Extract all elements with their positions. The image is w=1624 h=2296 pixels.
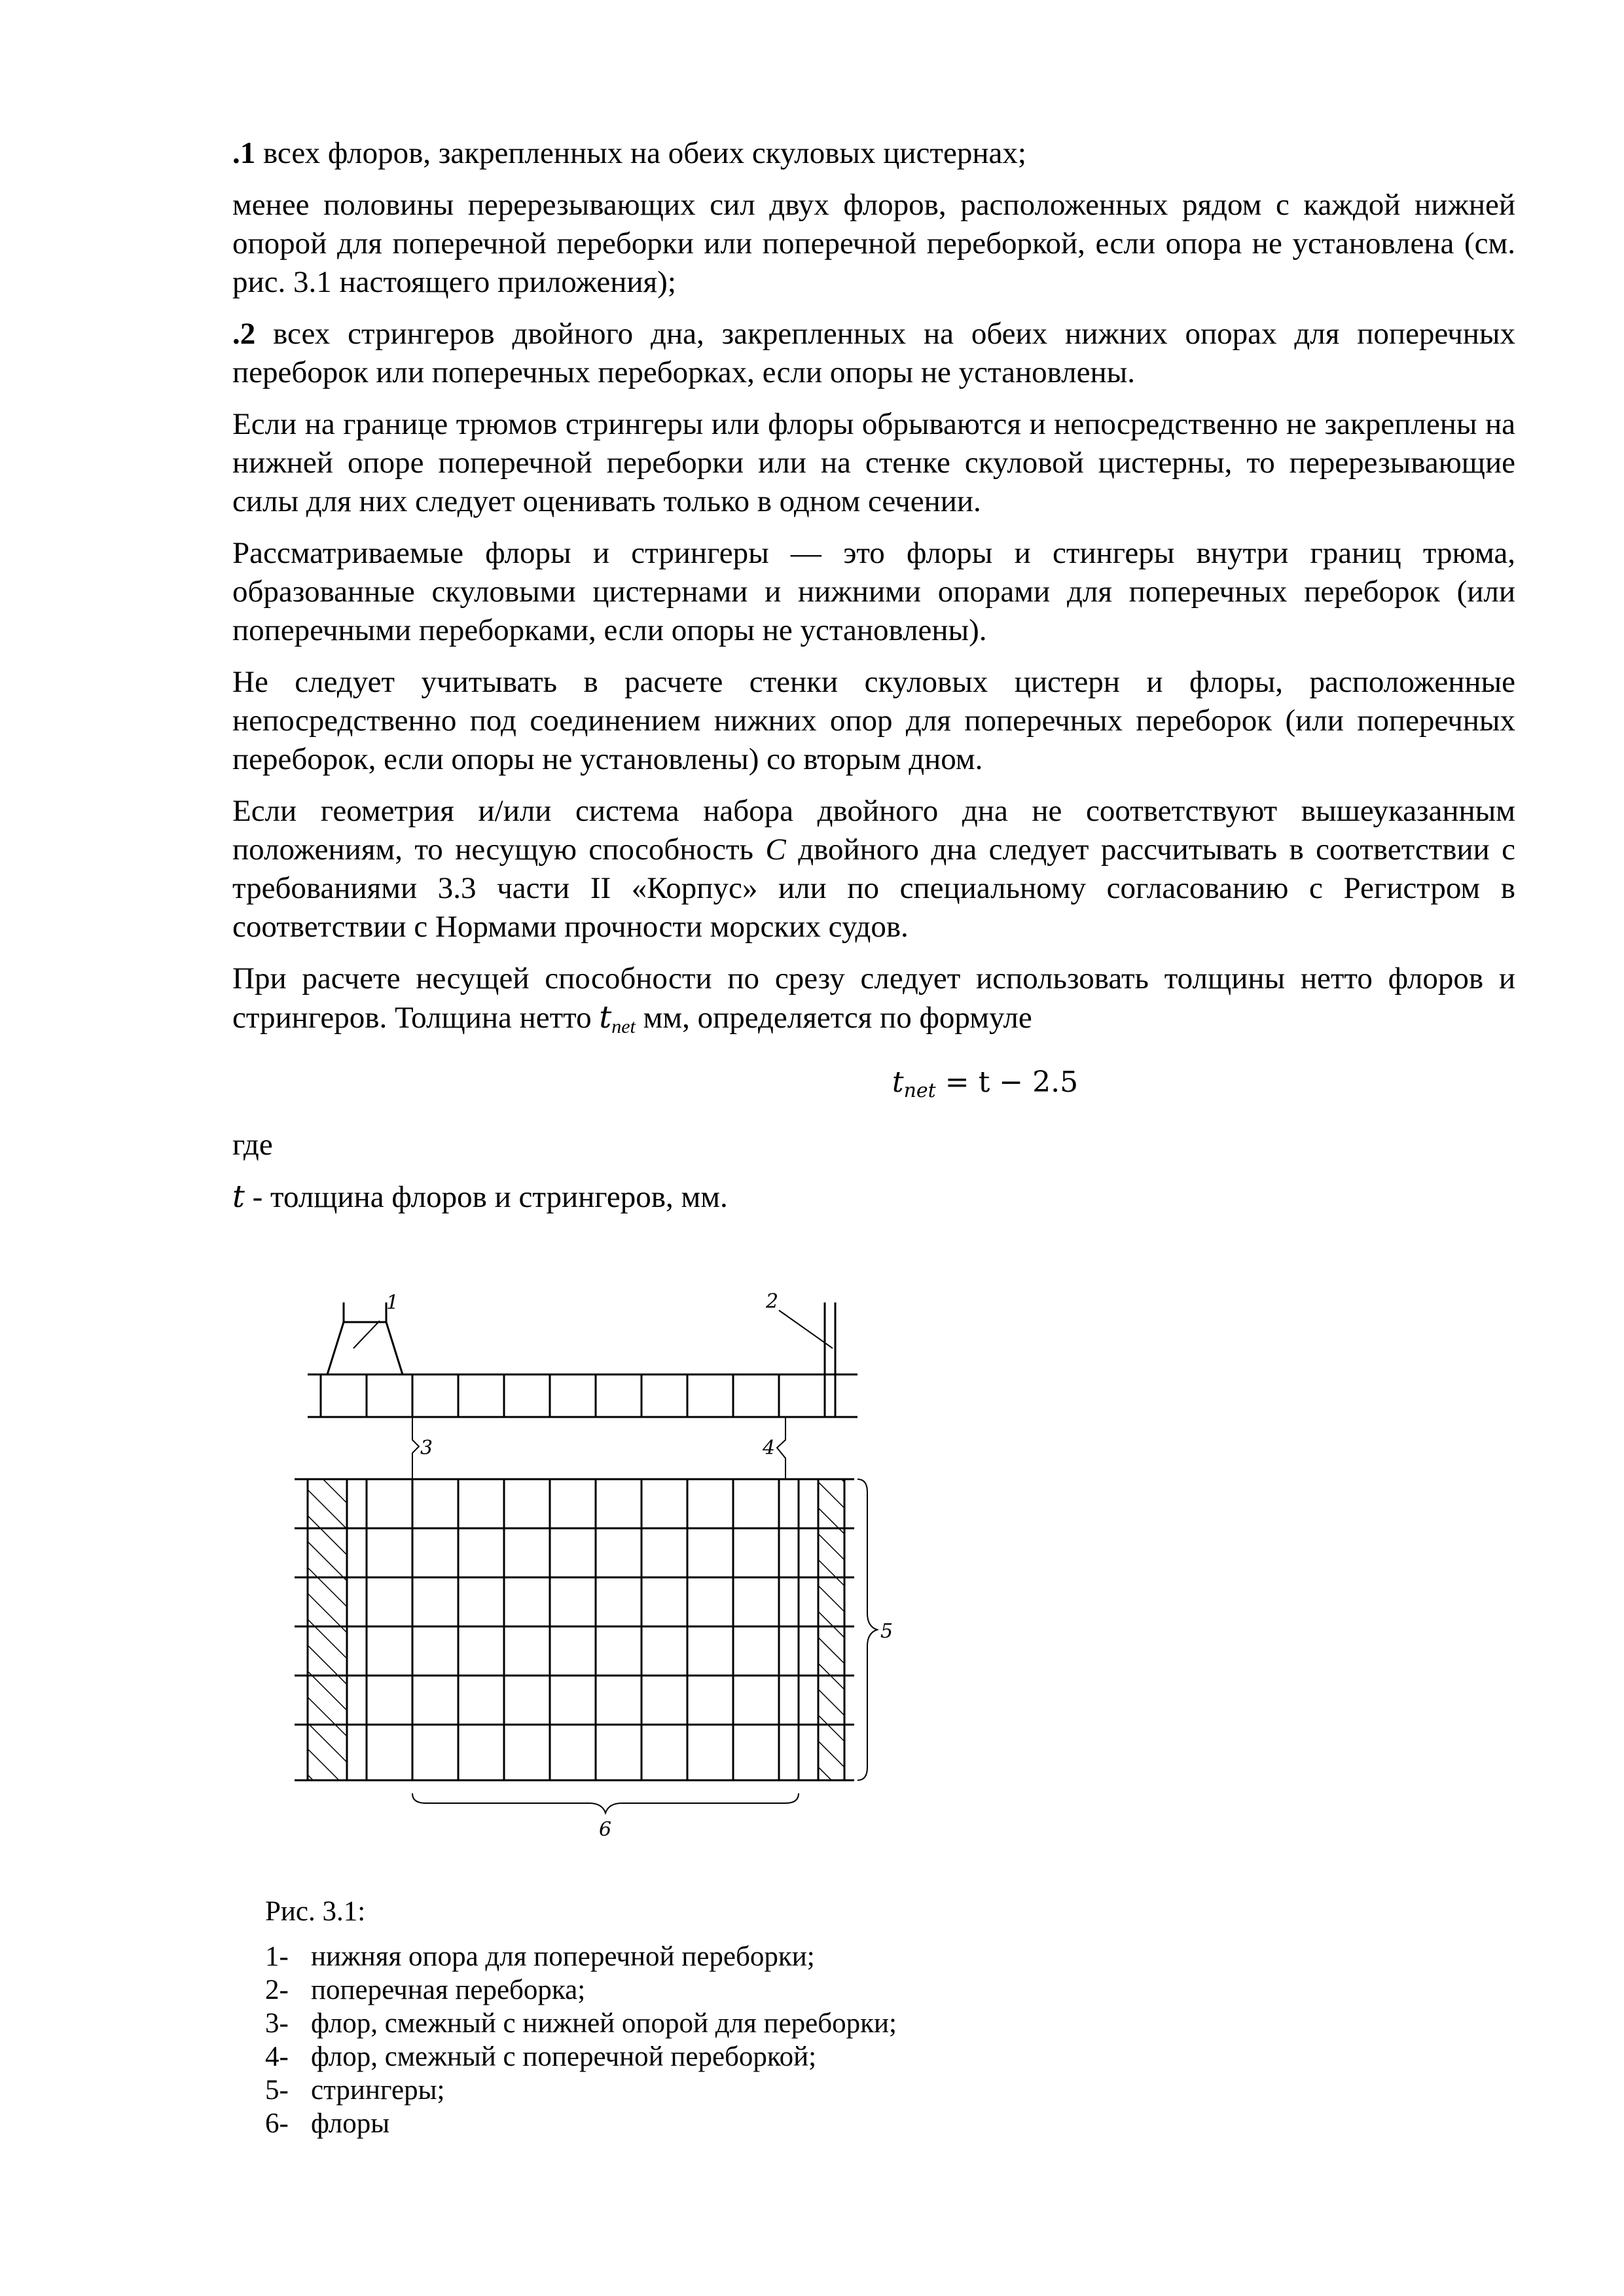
item-number-1: .1: [232, 136, 256, 170]
figure-3-1-diagram: [281, 1283, 897, 1872]
legend-text: стрингеры;: [311, 2075, 445, 2106]
paragraph-6: Не следует учитывать в расчете стенки скуловых цистерн и флоры, расположенные непосредственно под соединением нижних опор для поперечных переборок (или поперечных переборок, если опоры не установлены) со вторым дном.: [232, 665, 1515, 776]
label-3: 3: [420, 1437, 433, 1460]
paragraph-1-text: всех флоров, закрепленных на обеих скуловых цистернах;: [255, 136, 1026, 170]
legend-item: [265, 1940, 907, 1973]
brace-stringers: [857, 1479, 877, 1780]
legend-text: флор, смежный с поперечной переборкой;: [311, 2041, 817, 2072]
legend-item: [265, 2073, 907, 2107]
label-4: 4: [763, 1437, 776, 1460]
paragraph-8-after: мм, определяется по формуле: [635, 1001, 1032, 1035]
symbol-t-subscript: net: [611, 1016, 636, 1037]
legend-number: 5-: [265, 2075, 289, 2106]
label-2: 2: [766, 1290, 779, 1313]
formula-rhs: = t − 2.5: [935, 1066, 1079, 1099]
formula-lhs: t: [892, 1066, 904, 1099]
legend-text: флор, смежный с нижней опорой для переборки;: [311, 2008, 897, 2039]
legend-text: нижняя опора для поперечной переборки;: [311, 1941, 815, 1972]
brace-floors: [412, 1793, 799, 1813]
legend-item: [265, 1973, 907, 2007]
item-number-2: .2: [232, 317, 256, 351]
paragraph-4: Если на границе трюмов стрингеры или флоры обрываются и непосредственно не закреплены на нижней опоре поперечной переборки или на стенке скуловой цистерны, то перерезывающие силы для них следует оценивать только в одном сечении.: [232, 407, 1515, 518]
caption-title: Рис. 3.1:: [265, 1896, 366, 1927]
figure-caption: [265, 1895, 907, 2140]
section-floors: [321, 1374, 825, 1417]
leader-4: [777, 1417, 785, 1479]
label-1: 1: [386, 1291, 399, 1314]
symbol-c: C: [765, 833, 786, 867]
paragraph-8: [232, 960, 1515, 1046]
body-text: [232, 134, 1515, 1217]
paragraph-7-after: двойного дна следует рассчитывать в соответствии с требованиями 3.3 части II «Корпус» или по специальному согласованию с Регистром в соответствии с Нормами прочности морских судов.: [232, 833, 1515, 944]
legend-item: [265, 2007, 907, 2040]
legend-number: 3-: [265, 2008, 289, 2039]
plan-view: [295, 1479, 877, 1813]
leader-1: [353, 1321, 380, 1348]
grid-lines: [295, 1479, 854, 1780]
definition-text: - толщина флоров и стрингеров, мм.: [244, 1180, 728, 1214]
legend-item: [265, 2107, 907, 2140]
label-5: 5: [880, 1620, 893, 1643]
paragraph-3-text: всех стрингеров двойного дна, закрепленных на обеих нижних опорах для поперечных переборок или поперечных переборках, если опоры не установлены.: [232, 317, 1515, 389]
symbol-t: t: [599, 999, 612, 1035]
where-label: где: [232, 1128, 273, 1162]
formula-lhs-subscript: net: [903, 1079, 936, 1102]
definition-t: [232, 1177, 1515, 1217]
leader-3: [412, 1417, 419, 1479]
legend-text: поперечная переборка;: [311, 1975, 586, 2005]
legend-number: 4-: [265, 2041, 289, 2072]
hopper-tank-left: [308, 1479, 347, 1780]
hopper-tank-right: [818, 1479, 844, 1780]
paragraph-5: Рассматриваемые флоры и стрингеры — это флоры и стингеры внутри границ трюма, образованные скуловыми цистернами и нижними опорами для поперечных переборок (или поперечными переборками, если опоры не установлены).: [232, 536, 1515, 647]
legend-number: 1-: [265, 1941, 289, 1972]
legend-number: 2-: [265, 1975, 289, 2005]
paragraph-7-before: Если геометрия и/или система набора двойного дна не соответствуют вышеуказанным положениям, то несущую способность: [232, 794, 1515, 867]
paragraph-1: [232, 134, 1515, 173]
legend-number: 6-: [265, 2108, 289, 2139]
paragraph-2: менее половины перерезывающих сил двух флоров, расположенных рядом с каждой нижней опорой для поперечной переборки или поперечной переборкой, если опора не установлена (см. рис. 3.1 настоящего приложения);: [232, 188, 1515, 299]
paragraph-3: [232, 315, 1515, 392]
legend-text: флоры: [311, 2108, 390, 2139]
definition-symbol: t: [232, 1179, 245, 1215]
legend-item: [265, 2040, 907, 2073]
paragraph-8-before: При расчете несущей способности по срезу следует использовать толщины нетто флоров и стрингеров. Толщина нетто: [232, 961, 1515, 1035]
legend-list: [265, 1940, 907, 2140]
paragraph-7: [232, 792, 1515, 946]
formula: [232, 1063, 1515, 1110]
label-6: 6: [599, 1818, 612, 1841]
